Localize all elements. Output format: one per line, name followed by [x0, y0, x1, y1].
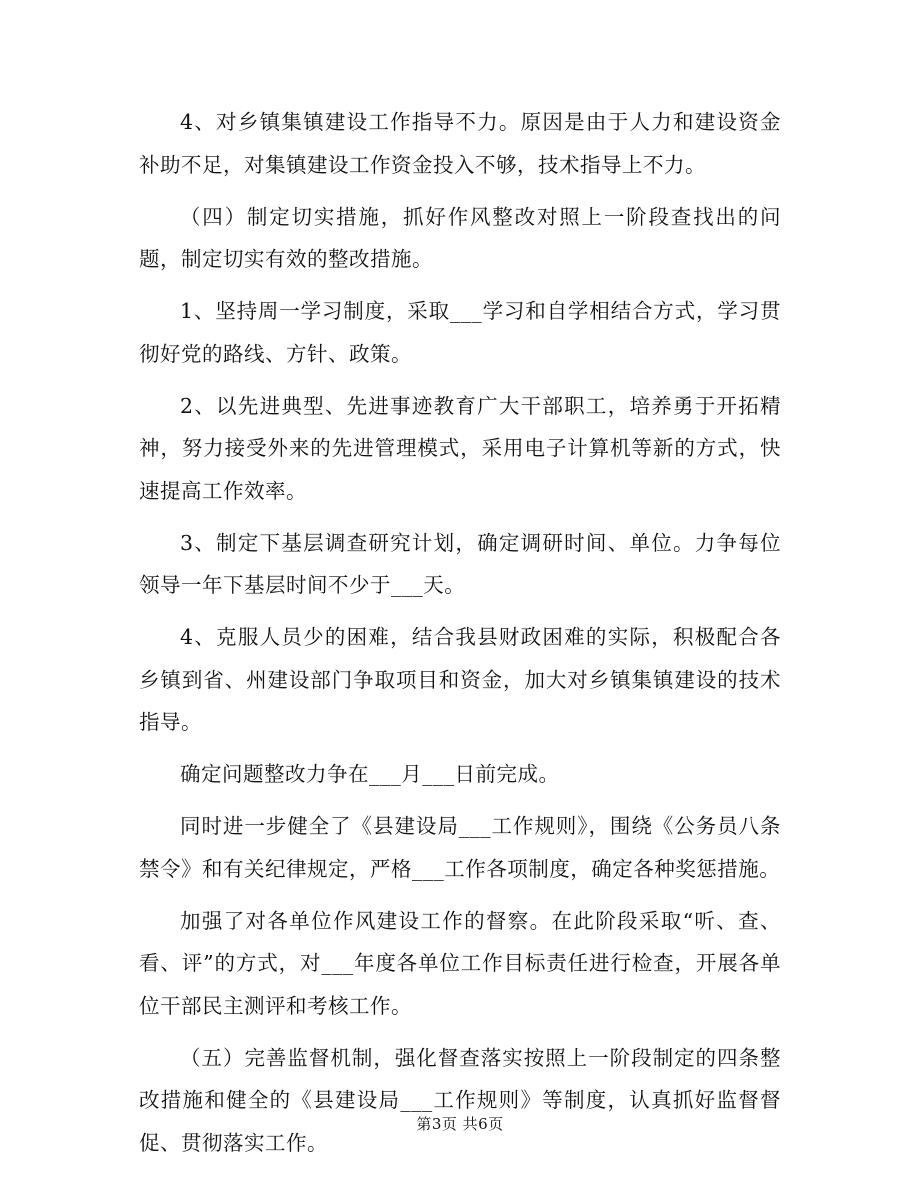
paragraph-deadline: 确定问题整改力争在___月___日前完成。: [180, 762, 560, 786]
paragraph-measure-4: 4、克服人员少的困难，结合我县财政困难的实际，积极配合各乡镇到省、州建设部门争取项目和资金，加大对乡镇集镇建设的技术指导。: [139, 625, 781, 734]
paragraph-measure-2: 2、以先进典型、先进事迹教育广大干部职工，培养勇于开拓精神，努力接受外来的先进管理模式，采用电子计算机等新的方式，快速提高工作效率。: [139, 393, 781, 503]
paragraph-section-5-heading: （五）完善监督机制，强化督查落实按照上一阶段制定的四条整改措施和健全的《县建设局___工作规则》等制度，认真抓好监督督促、贯彻落实工作。: [139, 1045, 781, 1155]
paragraph-section-4-heading: （四）制定切实措施，抓好作风整改对照上一阶段查找出的问题，制定切实有效的整改措施。: [139, 204, 781, 271]
page-number-footer: 第3页 共6页: [416, 1115, 504, 1133]
paragraph-measure-1: 1、坚持周一学习制度，采取___学习和自学相结合方式，学习贯彻好党的路线、方针、政策。: [139, 299, 781, 366]
paragraph-rules: 同时进一步健全了《县建设局___工作规则》，围绕《公务员八条禁令》和有关纪律规定，严格___工作各项制度，确定各种奖惩措施。: [139, 814, 781, 881]
paragraph-item-4-guidance: 4、对乡镇集镇建设工作指导不力。原因是由于人力和建设资金补助不足，对集镇建设工作资金投入不够，技术指导上不力。: [139, 110, 781, 177]
paragraph-supervision: 加强了对各单位作风建设工作的督察。在此阶段采取“听、查、看、评”的方式，对___年度各单位工作目标责任进行检查，开展各单位干部民主测评和考核工作。: [139, 908, 781, 1018]
document-body: [139, 101, 781, 1174]
paragraph-measure-3: 3、制定下基层调查研究计划，确定调研时间、单位。力争每位领导一年下基层时间不少于___天。: [139, 530, 781, 597]
